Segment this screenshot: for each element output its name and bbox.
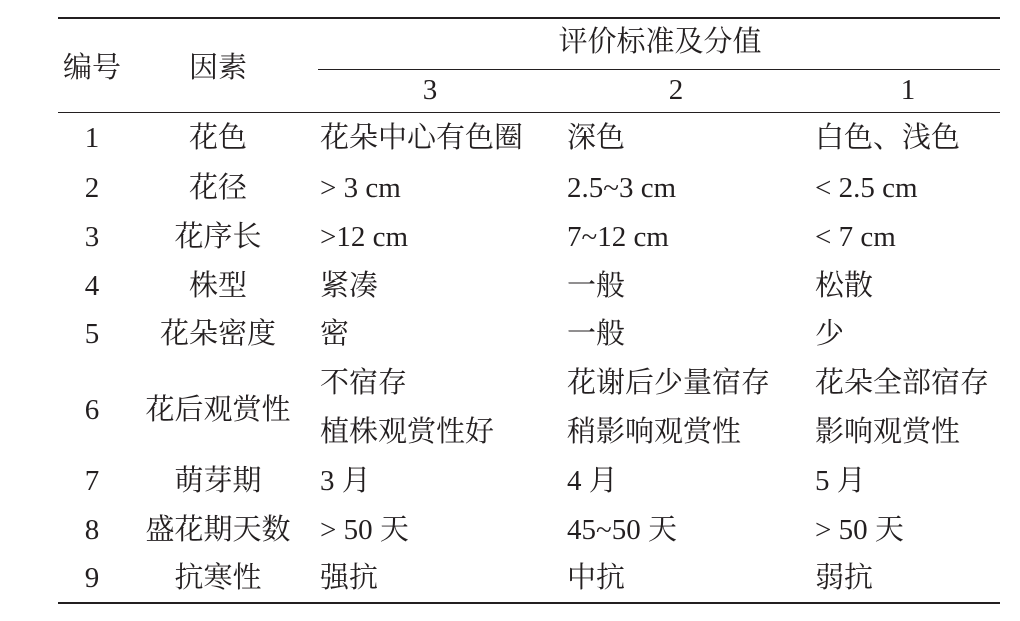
row-3-score-2: 7~12 cm (567, 221, 669, 253)
row-5-factor: 花朵密度 (159, 318, 276, 350)
row-6-score-2-line-2: 稍影响观赏性 (567, 416, 742, 448)
row-6-score-1-line-1: 花朵全部宿存 (815, 367, 990, 399)
row-8-factor: 盛花期天数 (145, 514, 291, 546)
row-6-score-1-line-2: 影响观赏性 (815, 416, 961, 448)
row-1-id: 1 (84, 122, 100, 154)
row-2-score-2: 2.5~3 cm (567, 172, 677, 204)
row-6-id: 6 (84, 394, 100, 426)
row-9-id: 9 (84, 562, 100, 594)
table-bottom-rule (58, 602, 1000, 604)
row-8-score-3: > 50 天 (320, 514, 409, 546)
group-header-rule (318, 69, 1000, 70)
row-8-id: 8 (84, 514, 100, 546)
row-5-score-2: 一般 (567, 318, 626, 350)
header-id: 编号 (62, 52, 121, 84)
header-score-1: 1 (900, 74, 916, 106)
row-3-factor: 花序长 (174, 221, 262, 253)
row-1-score-2: 深色 (567, 122, 626, 154)
row-4-factor: 株型 (188, 270, 247, 302)
row-7-id: 7 (84, 465, 100, 497)
row-6-score-2-line-1: 花谢后少量宿存 (567, 367, 771, 399)
row-7-score-2: 4 月 (567, 465, 618, 497)
row-1-score-3: 花朵中心有色圈 (320, 122, 524, 154)
header-score-3: 3 (422, 74, 438, 106)
header-factor: 因素 (188, 52, 247, 84)
row-7-factor: 萌芽期 (174, 465, 262, 497)
row-3-score-3: >12 cm (320, 221, 409, 253)
row-8-score-2: 45~50 天 (567, 514, 677, 546)
row-4-score-1: 松散 (815, 270, 874, 302)
row-3-score-1: < 7 cm (815, 221, 896, 253)
row-5-score-3: 密 (320, 318, 350, 350)
row-9-score-3: 强抗 (320, 562, 379, 594)
row-6-score-3-line-2: 植株观赏性好 (320, 416, 495, 448)
header-criteria-group: 评价标准及分值 (558, 26, 762, 58)
row-9-score-2: 中抗 (567, 562, 626, 594)
row-7-score-3: 3 月 (320, 465, 371, 497)
row-1-factor: 花色 (188, 122, 247, 154)
row-1-score-1: 白色、浅色 (815, 122, 961, 154)
row-8-score-1: > 50 天 (815, 514, 904, 546)
row-2-id: 2 (84, 172, 100, 204)
row-5-score-1: 少 (815, 318, 845, 350)
row-2-score-1: < 2.5 cm (815, 172, 918, 204)
row-2-score-3: > 3 cm (320, 172, 401, 204)
row-2-factor: 花径 (188, 172, 247, 204)
row-3-id: 3 (84, 221, 100, 253)
row-7-score-1: 5 月 (815, 465, 866, 497)
row-6-factor: 花后观赏性 (145, 394, 291, 426)
header-bottom-rule (58, 112, 1000, 113)
row-5-id: 5 (84, 318, 100, 350)
row-9-score-1: 弱抗 (815, 562, 874, 594)
row-4-score-2: 一般 (567, 270, 626, 302)
header-score-2: 2 (668, 74, 684, 106)
row-6-score-3-line-1: 不宿存 (320, 367, 408, 399)
row-4-id: 4 (84, 270, 100, 302)
row-4-score-3: 紧凑 (320, 270, 379, 302)
row-9-factor: 抗寒性 (174, 562, 262, 594)
table-top-rule (58, 17, 1000, 19)
